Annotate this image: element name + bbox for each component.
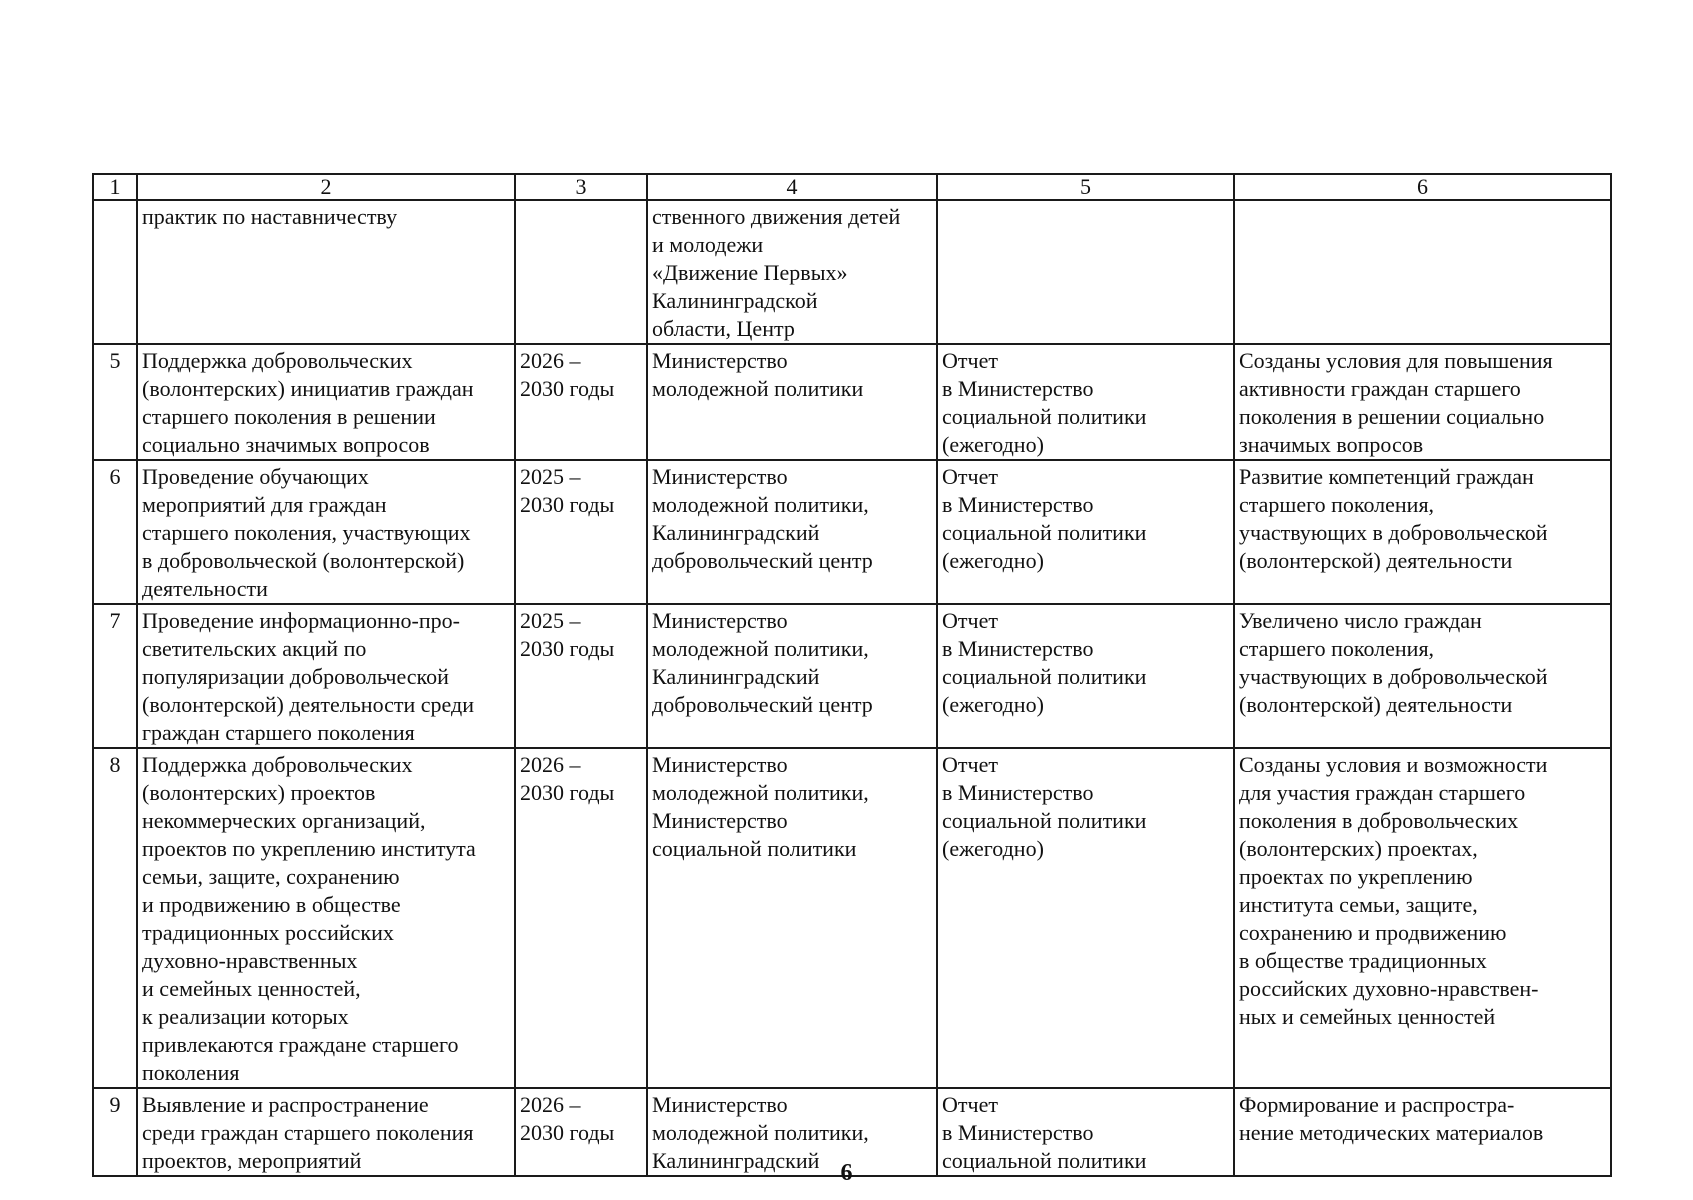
report-cell [937,200,1234,344]
period-text: 2026 – 2030 годы [520,348,615,401]
executor-cell [647,200,937,344]
executor-cell [647,460,937,604]
table-row [93,748,1611,1088]
report-cell [937,604,1234,748]
result-cell [1234,344,1611,460]
column-number: 2 [137,174,515,200]
measure-text: Проведение обучающих мероприятий для граждан старшего поколения, участвующих в добровольческой (волонтерской) деятельности [142,464,471,601]
period-cell [515,344,647,460]
table-row [93,200,1611,344]
executor-text: Министерство молодежной политики, Калининградский [652,1092,869,1173]
report-text: Отчет в Министерство социальной политики [942,1092,1147,1173]
report-text: Отчет в Министерство социальной политики (ежегодно) [942,348,1147,457]
measure-cell [137,604,515,748]
table-row [93,604,1611,748]
result-text: Формирование и распростра- нение методических материалов [1239,1092,1544,1145]
row-number: 5 [93,344,137,460]
executor-text: Министерство молодежной политики, Калининградский добровольческий центр [652,608,873,717]
report-cell [937,460,1234,604]
measure-text: Проведение информационно-про- светительских акций по популяризации добровольческой (волонтерской) деятельности среди граждан старшего поколения [142,608,474,745]
measure-text: Выявление и распространение среди граждан старшего поколения проектов, мероприятий [142,1092,474,1173]
report-text: Отчет в Министерство социальной политики (ежегодно) [942,464,1147,573]
period-text: 2026 – 2030 годы [520,752,615,805]
column-number: 1 [93,174,137,200]
page-number: 6 [840,1160,853,1186]
column-number: 3 [515,174,647,200]
document-sheet [92,173,1610,1177]
measure-cell [137,748,515,1088]
row-number [93,200,137,344]
measure-cell [137,460,515,604]
result-cell [1234,604,1611,748]
period-text: 2026 – 2030 годы [520,1092,615,1145]
result-text: Увеличено число граждан старшего поколения, участвующих в добровольческой (волонтерской) деятельности [1239,608,1548,717]
report-cell [937,344,1234,460]
row-number: 8 [93,748,137,1088]
executor-cell [647,748,937,1088]
table-row [93,344,1611,460]
measure-text: Поддержка добровольческих (волонтерских) инициатив граждан старшего поколения в решении социально значимых вопросов [142,348,474,457]
column-number: 4 [647,174,937,200]
period-cell [515,604,647,748]
report-text: Отчет в Министерство социальной политики (ежегодно) [942,608,1147,717]
period-text: 2025 – 2030 годы [520,464,615,517]
period-cell [515,460,647,604]
executor-cell [647,604,937,748]
period-text: 2025 – 2030 годы [520,608,615,661]
period-cell [515,748,647,1088]
table-row [93,460,1611,604]
column-number: 5 [937,174,1234,200]
measure-cell [137,200,515,344]
measure-text: практик по наставничеству [142,204,398,229]
row-number: 6 [93,460,137,604]
executor-text: ственного движения детей и молодежи «Движение Первых» Калининградской области, Центр [652,204,901,341]
measure-cell [137,344,515,460]
executor-cell [647,344,937,460]
executor-text: Министерство молодежной политики, Министерство социальной политики [652,752,869,861]
report-text: Отчет в Министерство социальной политики (ежегодно) [942,752,1147,861]
executor-text: Министерство молодежной политики, Калининградский добровольческий центр [652,464,873,573]
result-text: Созданы условия и возможности для участия граждан старшего поколения в добровольческих (волонтерских) проектах, проектах по укреплению института семьи, защите, сохранению и продвижению в обществе традиционных российских духовно-нравствен- ных и семейных ценностей [1239,752,1548,1029]
row-number: 9 [93,1088,137,1176]
measure-text: Поддержка добровольческих (волонтерских) проектов некоммерческих организаций, проектов по укреплению института семьи, защите, сохранению и продвижению в обществе традиционных российских духовно-нравственных и семейных ценностей, к реализации которых привлекаются граждане старшего поколения [142,752,476,1085]
executor-text: Министерство молодежной политики [652,348,864,401]
result-cell [1234,460,1611,604]
report-cell [937,748,1234,1088]
result-cell [1234,748,1611,1088]
result-text: Развитие компетенций граждан старшего поколения, участвующих в добровольческой (волонтерской) деятельности [1239,464,1548,573]
measures-table [92,173,1612,1177]
period-cell [515,200,647,344]
result-text: Созданы условия для повышения активности граждан старшего поколения в решении социально значимых вопросов [1239,348,1553,457]
column-number: 6 [1234,174,1611,200]
row-number: 7 [93,604,137,748]
result-cell [1234,200,1611,344]
column-number-row [93,174,1611,200]
